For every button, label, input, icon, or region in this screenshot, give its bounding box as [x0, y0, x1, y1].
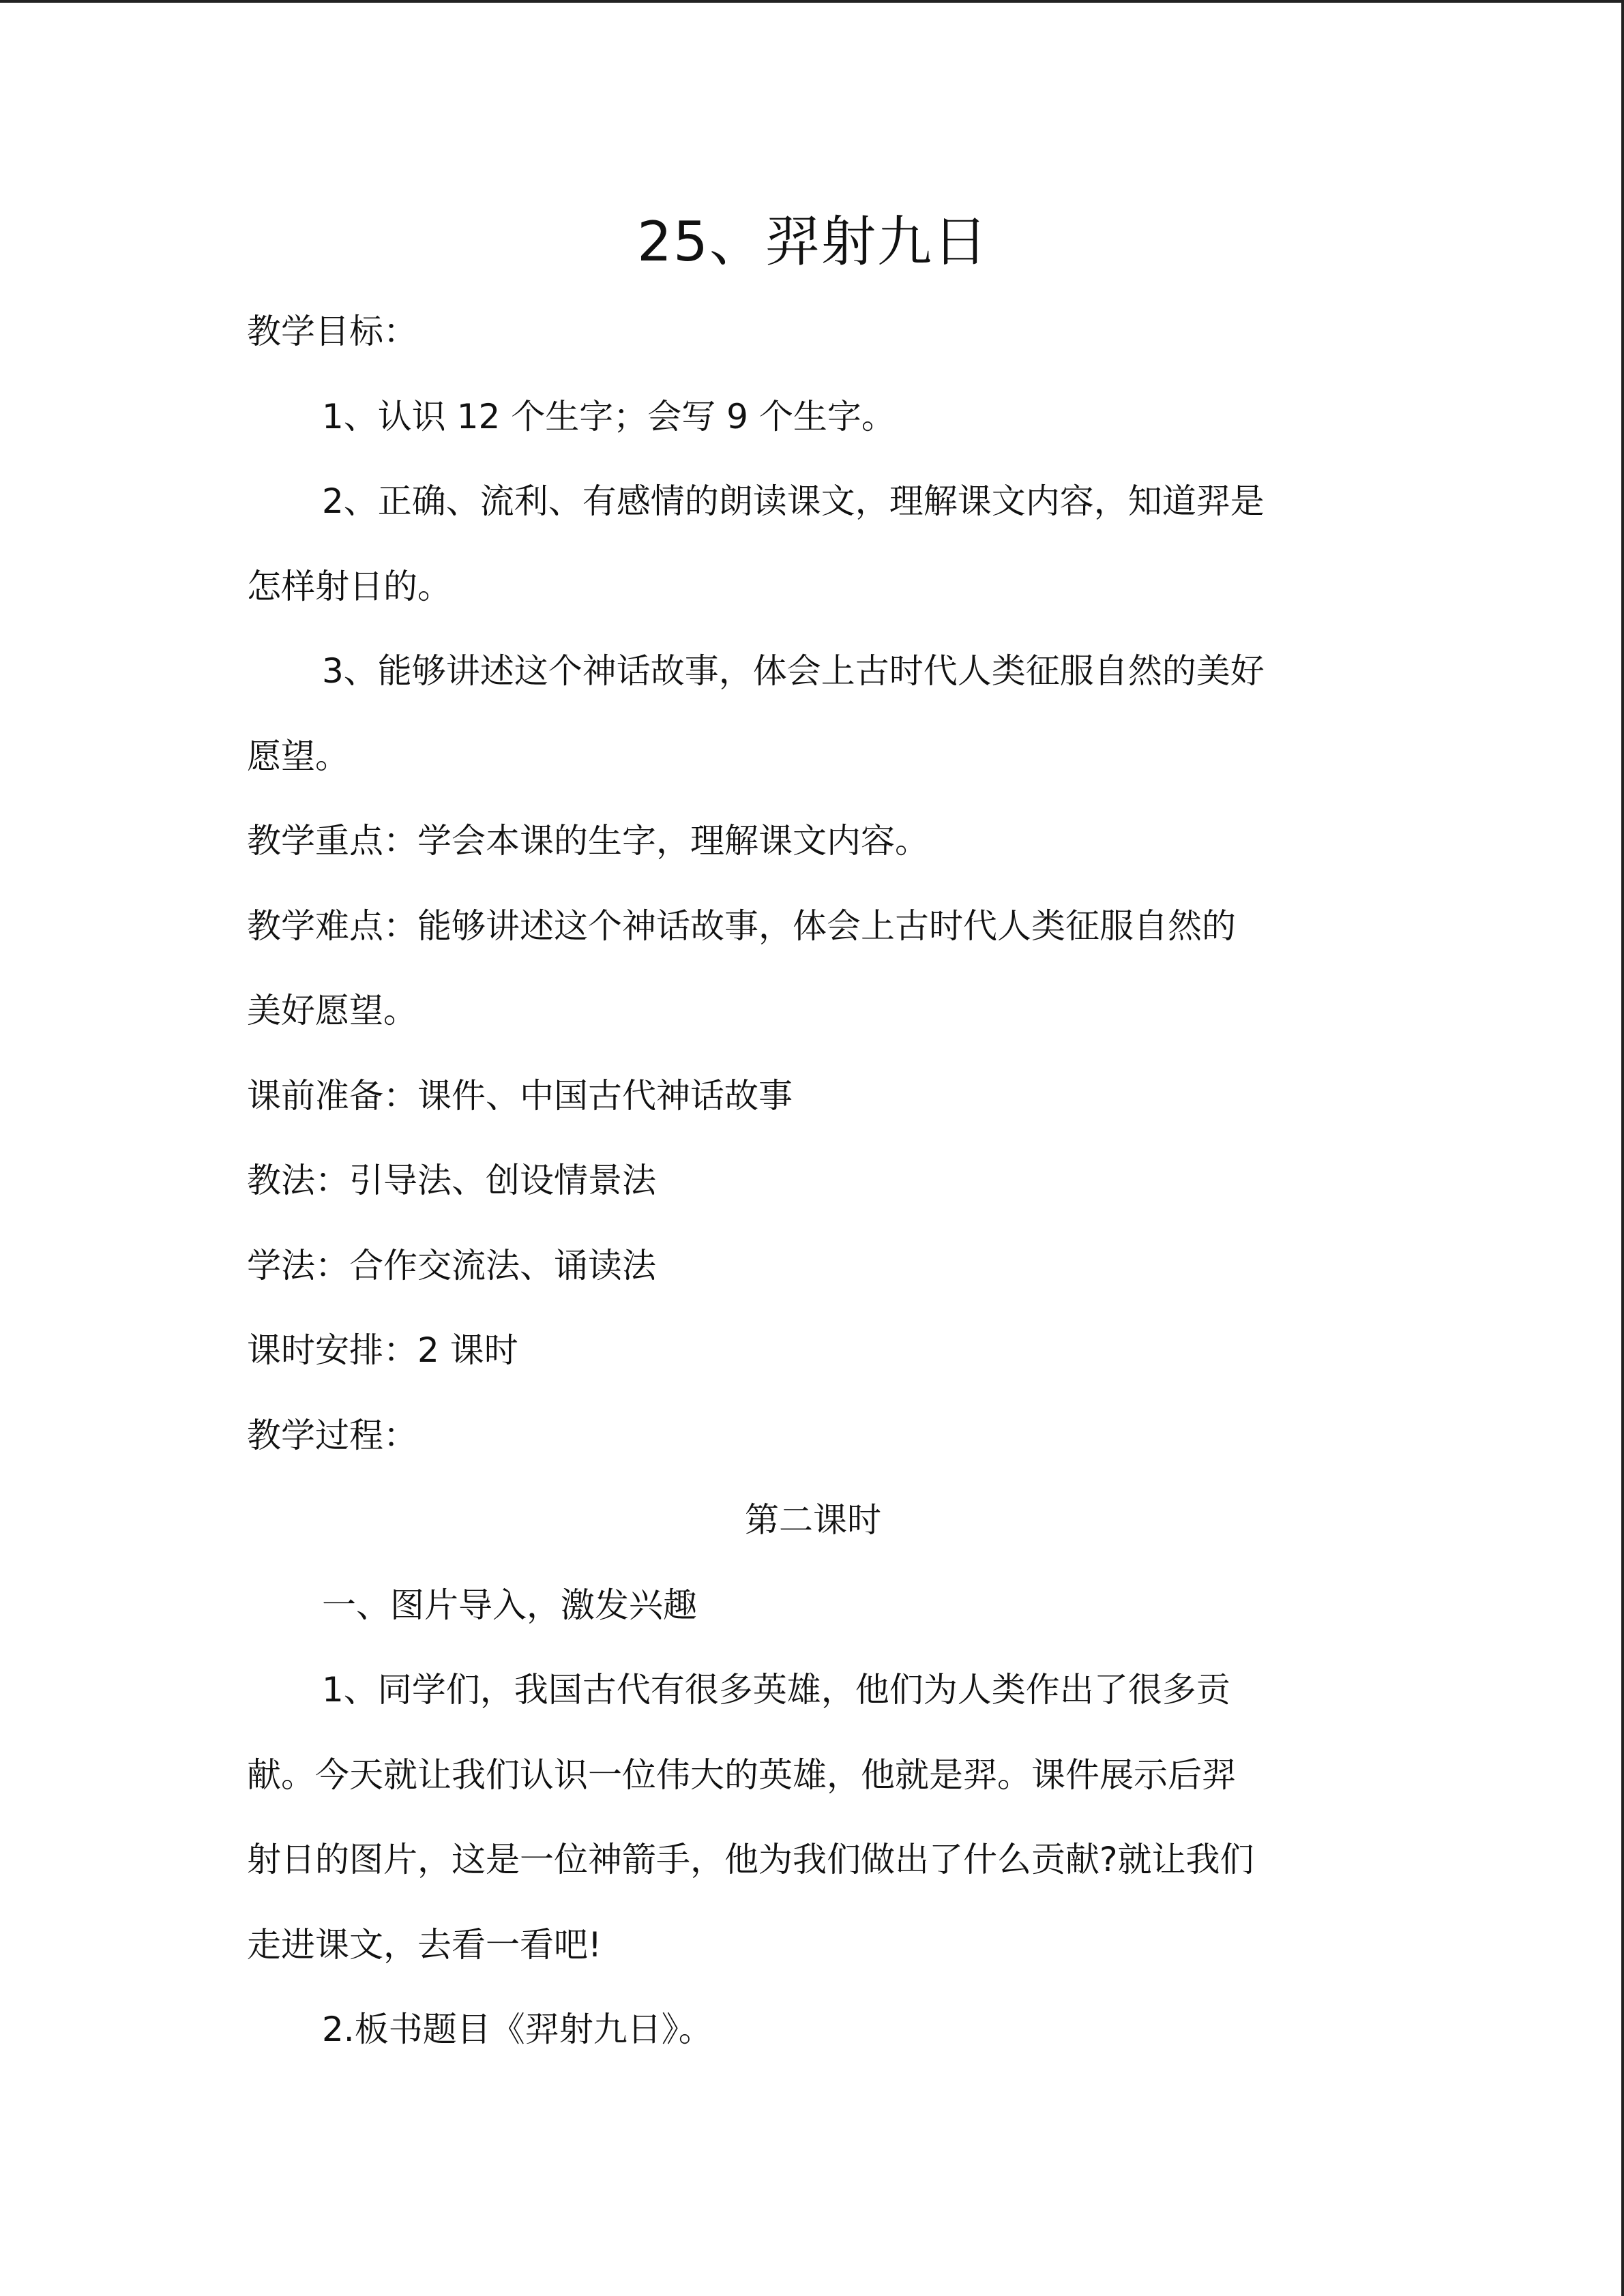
heading-teaching-process: 教学过程： [247, 1415, 417, 1455]
objective-2: 2、正确、流利、有感情的朗读课文，理解课文内容，知道羿是 [322, 481, 1265, 521]
step-1-paragraph-line-3: 射日的图片，这是一位神箭手，他为我们做出了什么贡献?就让我们 [247, 1840, 1254, 1879]
step-2-board-title: 2.板书题目《羿射九日》。 [322, 2010, 713, 2049]
objective-3-continued: 愿望。 [247, 736, 349, 776]
objective-3: 3、能够讲述这个神话故事，体会上古时代人类征服自然的美好 [322, 651, 1265, 691]
learning-methods: 学法：合作交流法、诵读法 [247, 1245, 656, 1285]
objective-2-continued: 怎样射日的。 [247, 566, 452, 606]
document-body [247, 198, 1379, 2072]
step-1-paragraph-line-4: 走进课文，去看一看吧! [247, 1924, 602, 1965]
teaching-difficulties-continued: 美好愿望。 [247, 991, 417, 1030]
teaching-difficulties: 教学难点：能够讲述这个神话故事，体会上古时代人类征服自然的 [247, 906, 1236, 946]
objective-1: 1、认识 12 个生字；会写 9 个生字。 [322, 396, 896, 436]
step-1-paragraph-line-2: 献。今天就让我们认识一位伟大的英雄，他就是羿。课件展示后羿 [247, 1755, 1236, 1795]
page-border-top [0, 0, 1624, 3]
step-1-paragraph-line-1: 1、同学们，我国古代有很多英雄，他们为人类作出了很多贡 [322, 1670, 1230, 1710]
preparation: 课前准备：课件、中国古代神话故事 [247, 1075, 793, 1116]
class-hours: 课时安排：2 课时 [247, 1330, 518, 1370]
step-1-heading: 一、图片导入，激发兴趣 [322, 1585, 697, 1625]
section-second-lesson: 第二课时 [745, 1500, 881, 1540]
document-title: 25、羿射九日 [637, 210, 989, 273]
heading-teaching-objectives: 教学目标： [247, 312, 417, 351]
page-border-right [1621, 0, 1624, 2296]
teaching-methods: 教法：引导法、创设情景法 [247, 1161, 656, 1200]
teaching-key-points: 教学重点：学会本课的生字，理解课文内容。 [247, 821, 929, 861]
